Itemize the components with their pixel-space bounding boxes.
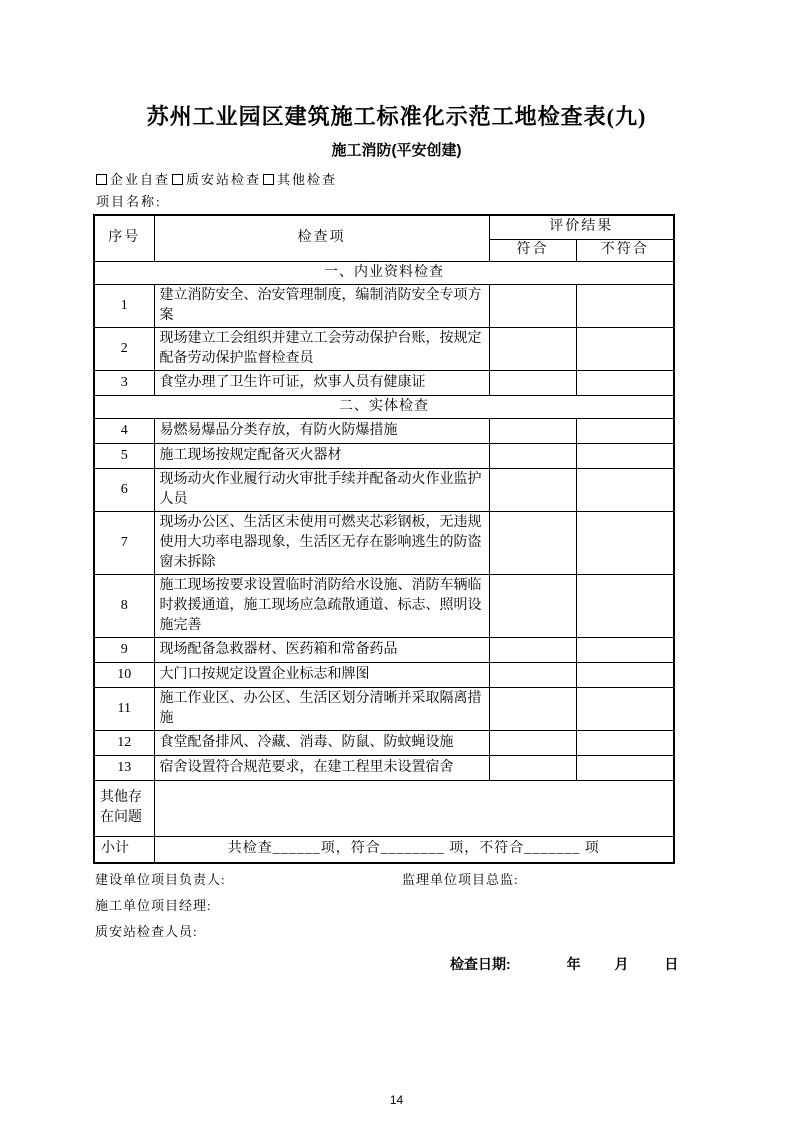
row-number-cell: 6 xyxy=(94,468,154,511)
row-number-cell: 5 xyxy=(94,443,154,468)
section-title: 一、内业资料检查 xyxy=(94,261,674,284)
signature-row xyxy=(95,923,793,941)
row-number-cell: 4 xyxy=(94,418,154,443)
table-row xyxy=(94,511,674,574)
section-title: 二、实体检查 xyxy=(94,395,674,418)
row-number-cell: 9 xyxy=(94,637,154,662)
header-fail: 不符合 xyxy=(576,239,674,261)
pass-cell[interactable] xyxy=(489,370,576,395)
subtotal-label: 小计 xyxy=(94,836,154,863)
section-row-physical xyxy=(94,395,674,418)
check-item-cell: 施工作业区、办公区、生活区划分清晰并采取隔离措施 xyxy=(154,687,489,730)
check-type-row xyxy=(96,171,793,188)
table-row xyxy=(94,662,674,687)
table-row xyxy=(94,687,674,730)
check-item-cell: 食堂配备排风、冷藏、消毒、防鼠、防蚊蝇设施 xyxy=(154,730,489,755)
pass-cell[interactable] xyxy=(489,327,576,370)
subtotal-row xyxy=(94,836,674,863)
row-number-cell: 2 xyxy=(94,327,154,370)
fail-cell[interactable] xyxy=(576,574,674,637)
pass-cell[interactable] xyxy=(489,662,576,687)
fail-cell[interactable] xyxy=(576,443,674,468)
checkbox-other-check[interactable] xyxy=(263,171,337,188)
check-item-cell: 大门口按规定设置企业标志和牌图 xyxy=(154,662,489,687)
row-number-cell: 7 xyxy=(94,511,154,574)
row-number-cell: 3 xyxy=(94,370,154,395)
checkbox-label: 企业自查 xyxy=(110,172,171,187)
check-item-cell: 施工现场按规定配备灭火器材 xyxy=(154,443,489,468)
fail-cell[interactable] xyxy=(576,687,674,730)
checkbox-label: 质安站检查 xyxy=(186,172,262,187)
signature-row xyxy=(95,897,793,915)
other-problems-row xyxy=(94,780,674,836)
pass-cell[interactable] xyxy=(489,443,576,468)
header-pass: 符合 xyxy=(489,239,576,261)
project-name-label: 项目名称: xyxy=(96,194,162,209)
pass-cell[interactable] xyxy=(489,511,576,574)
fail-cell[interactable] xyxy=(576,730,674,755)
pass-cell[interactable] xyxy=(489,418,576,443)
row-number-cell: 8 xyxy=(94,574,154,637)
contractor-signature-label: 施工单位项目经理: xyxy=(95,898,212,913)
fail-cell[interactable] xyxy=(576,755,674,780)
fail-cell[interactable] xyxy=(576,418,674,443)
row-number-cell: 10 xyxy=(94,662,154,687)
checkbox-enterprise-self-check[interactable] xyxy=(96,171,170,188)
check-item-cell: 现场建立工会组织并建立工会劳动保护台账，按规定配备劳动保护监督检查员 xyxy=(154,327,489,370)
subtotal-blanks[interactable]: 共检查______项，符合________ 项，不符合_______ 项 xyxy=(154,836,674,863)
check-item-cell: 建立消防安全、治安管理制度，编制消防安全专项方案 xyxy=(154,284,489,327)
check-item-cell: 现场办公区、生活区未使用可燃夹芯彩钢板，无违规使用大功率电器现象，生活区无存在影响逃生的防盗窗未拆除 xyxy=(154,511,489,574)
row-number-cell: 1 xyxy=(94,284,154,327)
fail-cell[interactable] xyxy=(576,370,674,395)
page-subtitle: 施工消防(平安创建) xyxy=(331,142,462,159)
table-row xyxy=(94,327,674,370)
other-problems-label: 其他存在问题 xyxy=(94,780,154,836)
fail-cell[interactable] xyxy=(576,662,674,687)
pass-cell[interactable] xyxy=(489,687,576,730)
inspector-signature-label: 质安站检查人员: xyxy=(95,924,198,939)
other-problems-area[interactable] xyxy=(154,780,674,836)
table-row xyxy=(94,443,674,468)
table-row xyxy=(94,574,674,637)
pass-cell[interactable] xyxy=(489,574,576,637)
pass-cell[interactable] xyxy=(489,755,576,780)
fail-cell[interactable] xyxy=(576,468,674,511)
table-row xyxy=(94,418,674,443)
signature-block xyxy=(95,871,793,941)
checkbox-label: 其他检查 xyxy=(277,172,338,187)
inspection-table xyxy=(93,214,675,864)
date-month-label: 月 xyxy=(614,956,629,972)
check-item-cell: 食堂办理了卫生许可证，炊事人员有健康证 xyxy=(154,370,489,395)
date-year-label: 年 xyxy=(566,956,581,972)
section-row-documents xyxy=(94,261,674,284)
check-item-cell: 宿舍设置符合规范要求，在建工程里未设置宿舍 xyxy=(154,755,489,780)
pass-cell[interactable] xyxy=(489,637,576,662)
header-result: 评价结果 xyxy=(489,215,674,239)
table-row xyxy=(94,370,674,395)
checkbox-icon[interactable] xyxy=(172,174,183,185)
row-number-cell: 12 xyxy=(94,730,154,755)
table-row xyxy=(94,284,674,327)
fail-cell[interactable] xyxy=(576,327,674,370)
table-row xyxy=(94,730,674,755)
checkbox-icon[interactable] xyxy=(263,174,274,185)
table-row xyxy=(94,468,674,511)
builder-signature-label: 建设单位项目负责人: xyxy=(95,872,226,887)
header-item: 检查项 xyxy=(154,215,489,261)
pass-cell[interactable] xyxy=(489,468,576,511)
checkbox-quality-station-check[interactable] xyxy=(172,171,261,188)
fail-cell[interactable] xyxy=(576,637,674,662)
check-item-cell: 现场动火作业履行动火审批手续并配备动火作业监护人员 xyxy=(154,468,489,511)
table-row xyxy=(94,637,674,662)
date-day-label: 日 xyxy=(664,956,679,972)
table-header-row xyxy=(94,215,674,239)
fail-cell[interactable] xyxy=(576,511,674,574)
page-title: 苏州工业园区建筑施工标准化示范工地检查表(九) xyxy=(146,104,647,129)
check-item-cell: 现场配备急救器材、医药箱和常备药品 xyxy=(154,637,489,662)
header-no: 序号 xyxy=(94,215,154,261)
page-number: 14 xyxy=(389,1093,404,1107)
row-number-cell: 13 xyxy=(94,755,154,780)
signature-row xyxy=(95,871,793,889)
supervisor-signature-label: 监理单位项目总监: xyxy=(402,872,519,887)
pass-cell[interactable] xyxy=(489,284,576,327)
pass-cell[interactable] xyxy=(489,730,576,755)
date-label: 检查日期: xyxy=(450,956,511,972)
checkbox-icon[interactable] xyxy=(96,174,107,185)
table-row xyxy=(94,755,674,780)
fail-cell[interactable] xyxy=(576,284,674,327)
inspection-date-line xyxy=(450,955,793,973)
check-item-cell: 易燃易爆品分类存放，有防火防爆措施 xyxy=(154,418,489,443)
row-number-cell: 11 xyxy=(94,687,154,730)
check-item-cell: 施工现场按要求设置临时消防给水设施、消防车辆临时救援通道，施工现场应急疏散通道、标志、照明设施完善 xyxy=(154,574,489,637)
